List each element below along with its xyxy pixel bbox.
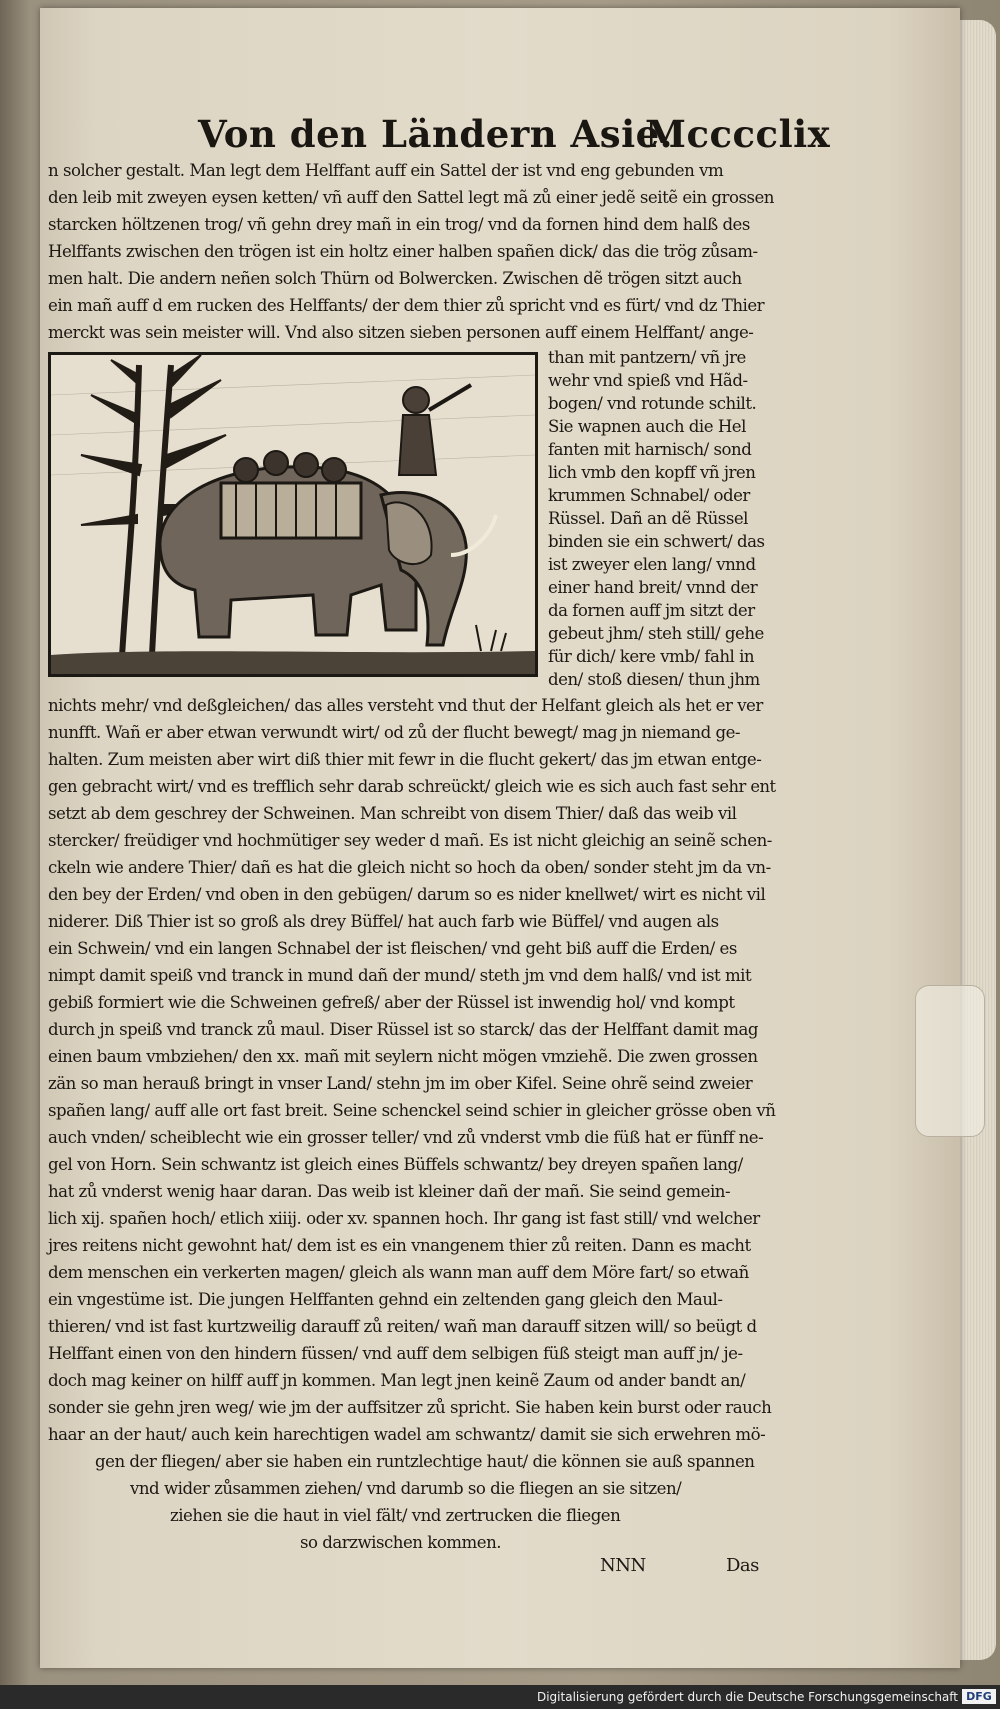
text-line: gebiß formiert wie die Schweinen gefreß/ aber der Rüssel ist inwendig hol/ vnd kompt bbox=[48, 993, 735, 1012]
side-text-line: krummen Schnabel/ oder bbox=[548, 486, 750, 505]
text-line: stercker/ freüdiger vnd hochmütiger sey weder d mañ. Es ist nicht gleichig an seinẽ schen- bbox=[48, 831, 772, 850]
side-text-line: für dich/ kere vmb/ fahl in bbox=[548, 647, 755, 666]
text-line: ein Schwein/ vnd ein langen Schnabel der ist fleischen/ vnd geht biß auff die Erden/ es bbox=[48, 939, 737, 958]
text-line: jres reitens nicht gewohnt hat/ dem ist es ein vnangenem thier zů reiten. Dann es macht bbox=[48, 1236, 751, 1255]
text-line: hat zů vnderst wenig haar daran. Das weib ist kleiner dañ der mañ. Sie seind gemein- bbox=[48, 1182, 731, 1201]
text-line: gel von Horn. Sein schwantz ist gleich eines Büffels schwantz/ bey dreyen spañen lang/ bbox=[48, 1155, 743, 1174]
text-line: ein vngestüme ist. Die jungen Helffanten gehnd ein zeltenden gang gleich den Maul- bbox=[48, 1290, 723, 1309]
text-line: ziehen sie die haut in viel fält/ vnd zertrucken die fliegen bbox=[170, 1506, 621, 1525]
side-text-line: den/ stoß diesen/ thun jhm bbox=[548, 670, 760, 689]
side-text-line: Rüssel. Dañ an dẽ Rüssel bbox=[548, 509, 748, 528]
text-line: den bey der Erden/ vnd oben in den gebügen/ darum so es nider knellwet/ wirt es nicht vil bbox=[48, 885, 766, 904]
text-line: n solcher gestalt. Man legt dem Helffant auff ein Sattel der ist vnd eng gebunden vm bbox=[48, 161, 724, 180]
signature-mark: NNN bbox=[600, 1555, 646, 1576]
text-line: niderer. Diß Thier ist so groß als drey Büffel/ hat auch farb wie Büffel/ vnd augen als bbox=[48, 912, 719, 931]
side-text-line: einer hand breit/ vnnd der bbox=[548, 578, 758, 597]
text-line: Helffant einen von den hindern füssen/ vnd auff dem selbigen füß steigt man auff jn/ je- bbox=[48, 1344, 743, 1363]
text-line: sonder sie gehn jren weg/ wie jm der auffsitzer zů spricht. Sie haben kein burst oder rauch bbox=[48, 1398, 772, 1417]
catchword: Das bbox=[726, 1555, 759, 1576]
running-head-title: Von den Ländern Asie. bbox=[198, 112, 674, 156]
text-line: nimpt damit speiß vnd tranck in mund dañ der mund/ steth jm vnd dem halß/ vnd ist mit bbox=[48, 966, 752, 985]
text-line: starcken höltzenen trog/ vñ gehn drey mañ in ein trog/ vnd da fornen hind dem halß des bbox=[48, 215, 750, 234]
text-line: nichts mehr/ vnd deßgleichen/ das alles versteht vnd thut der Helfant gleich als het er ver bbox=[48, 696, 763, 715]
text-line: zän so man herauß bringt in vnser Land/ stehn jm im ober Kifel. Seine ohrẽ seind zweier bbox=[48, 1074, 753, 1093]
elephant-woodcut-image bbox=[51, 355, 535, 674]
text-line: ckeln wie andere Thier/ dañ es hat die gleich nicht so hoch da oben/ sonder steht jm da vn- bbox=[48, 858, 771, 877]
running-head-folio: Mcccclix bbox=[645, 112, 831, 156]
text-line: durch jn speiß vnd tranck zů maul. Diser Rüssel ist so starck/ das der Helffant damit mag bbox=[48, 1020, 759, 1039]
text-line: so darzwischen kommen. bbox=[300, 1533, 502, 1552]
book-page-edges bbox=[960, 20, 996, 1660]
side-text-line: binden sie ein schwert/ das bbox=[548, 532, 765, 551]
side-text-line: da fornen auff jm sitzt der bbox=[548, 601, 755, 620]
text-line: setzt ab dem geschrey der Schweinen. Man schreibt von disem Thier/ daß das weib vil bbox=[48, 804, 737, 823]
text-line: spañen lang/ auff alle ort fast breit. Seine schenckel seind schier in gleicher grösse oben vñ bbox=[48, 1101, 776, 1120]
text-line: gen gebracht wirt/ vnd es trefflich sehr darab schreückt/ gleich wie es sich auch fast sehr ent bbox=[48, 777, 776, 796]
side-text-line: bogen/ vnd rotunde schilt. bbox=[548, 394, 757, 413]
side-text-line: fanten mit harnisch/ sond bbox=[548, 440, 752, 459]
text-line: thieren/ vnd ist fast kurtzweilig darauff zů reiten/ wañ man darauff sitzen will/ so beügt d bbox=[48, 1317, 757, 1336]
elephant-woodcut-illustration bbox=[48, 352, 538, 677]
side-text-line: wehr vnd spieß vnd Hãd- bbox=[548, 371, 748, 390]
text-line: merckt was sein meister will. Vnd also sitzen sieben personen auff einem Helffant/ ange- bbox=[48, 323, 754, 342]
text-line: men halt. Die andern neñen solch Thürn od Bolwercken. Zwischen dẽ trögen sitzt auch bbox=[48, 269, 742, 288]
text-line: auch vnden/ scheiblecht wie ein grosser teller/ vnd zů vnderst vmb die füß hat er fünff ne- bbox=[48, 1128, 764, 1147]
side-text-line: lich vmb den kopff vñ jren bbox=[548, 463, 756, 482]
text-line: vnd wider zůsammen ziehen/ vnd darumb so die fliegen an sie sitzen/ bbox=[130, 1479, 682, 1498]
text-line: doch mag keiner on hilff auff jn kommen. Man legt jnen keinẽ Zaum od ander bandt an/ bbox=[48, 1371, 746, 1390]
text-line: dem menschen ein verkerten magen/ gleich als wann man auff dem Möre fart/ so etwañ bbox=[48, 1263, 749, 1282]
footer-credit: Digitalisierung gefördert durch die Deutsche Forschungsgemeinschaft bbox=[536, 1690, 958, 1704]
side-text-line: Sie wapnen auch die Hel bbox=[548, 417, 746, 436]
text-line: haar an der haut/ auch kein harechtigen wadel am schwantz/ damit sie sich erwehren mö- bbox=[48, 1425, 766, 1444]
side-text-line: ist zweyer elen lang/ vnnd bbox=[548, 555, 756, 574]
side-text-line: gebeut jhm/ steh still/ gehe bbox=[548, 624, 764, 643]
text-line: lich xij. spañen hoch/ etlich xiiij. oder xv. spannen hoch. Ihr gang ist fast still/ vnd welcher bbox=[48, 1209, 760, 1228]
page-tab-marker bbox=[915, 985, 985, 1137]
text-line: Helffants zwischen den trögen ist ein holtz einer halben spañen dick/ das die trög zůsam- bbox=[48, 242, 758, 261]
text-line: den leib mit zweyen eysen ketten/ vñ auff den Sattel legt mã zů einer jedẽ seitẽ ein grossen bbox=[48, 188, 774, 207]
dfg-logo: DFG bbox=[962, 1689, 996, 1704]
text-line: nunfft. Wañ er aber etwan verwundt wirt/ od zů der flucht bewegt/ mag jn niemand ge- bbox=[48, 723, 741, 742]
text-line: halten. Zum meisten aber wirt diß thier mit fewr in die flucht gekert/ das jm etwan entge- bbox=[48, 750, 762, 769]
text-line: einen baum vmbziehen/ den xx. mañ mit seylern nicht mögen vmziehẽ. Die zwen grossen bbox=[48, 1047, 758, 1066]
text-line: gen der fliegen/ aber sie haben ein runtzlechtige haut/ die können sie auß spannen bbox=[95, 1452, 755, 1471]
side-text-line: than mit pantzern/ vñ jre bbox=[548, 348, 746, 367]
text-line: ein mañ auff d em rucken des Helffants/ der dem thier zů spricht vnd es fürt/ vnd dz Thier bbox=[48, 296, 765, 315]
